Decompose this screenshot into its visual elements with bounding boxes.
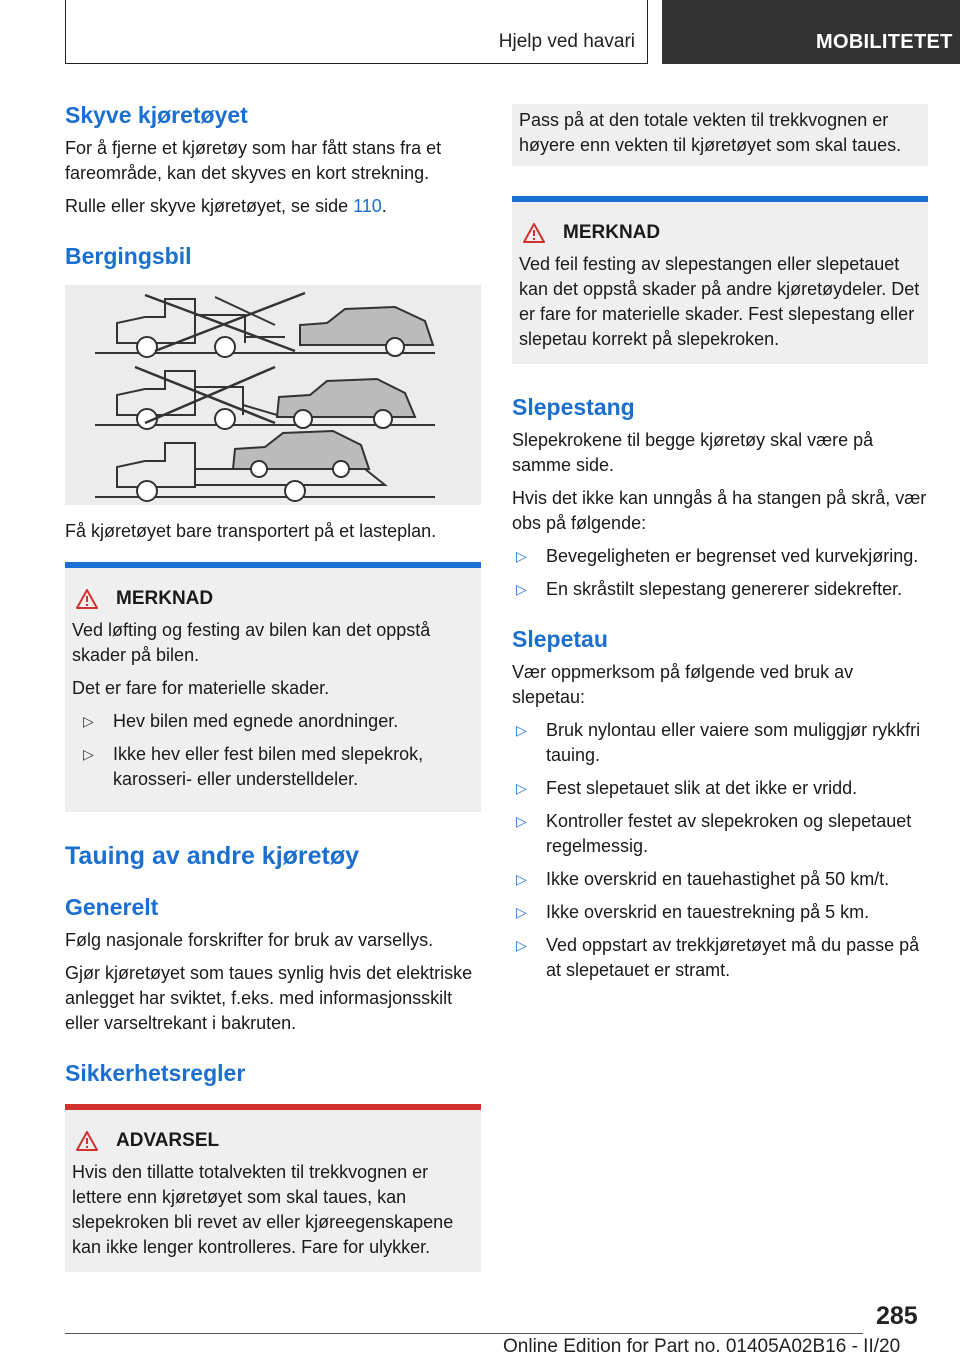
truck-body-1 [117,299,195,343]
warning-triangle-icon [76,589,98,609]
truck-body-3 [117,443,195,487]
list-item [72,709,474,734]
heading-tow-rope: Slepetau [512,626,608,652]
bullet-triangle-icon: ▷ [516,581,527,597]
list-item-text: Ikke overskrid en tauehastighet på 50 km/t. [546,869,890,889]
paragraph-push-2-text: Rulle eller skyve kjøretøyet, se side [65,196,354,216]
list-item [512,809,928,859]
notice-title: MERKNAD [116,588,214,609]
list-item [512,776,928,801]
header-section-title: Hjelp ved havari [498,31,635,52]
car-body-1 [300,307,433,345]
paragraph-towbar-1: Slepekrokene til begge kjøretøy skal være på samme side. [512,430,874,475]
list-item-text: Bevegeligheten er begrenset ved kurvekjøring. [546,546,919,566]
warning-title: ADVARSEL [116,1130,220,1151]
heading-tow-truck: Bergingsbil [65,243,192,269]
list-item-text: Kontroller festet av slepekroken og slepetauet regelmessig. [546,811,912,856]
heading-towbar: Slepestang [512,394,635,420]
paragraph-towbar-2: Hvis det ikke kan unngås å ha stangen på skrå, vær obs på følgende: [512,488,927,533]
paragraph-push-2 [65,194,481,219]
footer-divider [65,1333,863,1334]
paragraph-general-1: Følg nasjonale forskrifter for bruk av varsellys. [65,930,434,950]
tow-truck-illustration [65,285,481,505]
list-item-text: Ved oppstart av trekkjøretøyet må du passe på at slepetauet er stramt. [546,935,920,980]
warning-paragraph: Hvis den tillatte totalvekten til trekkvognen er lettere enn kjøretøyet som skal taues, kan slepekroken bli revet av eller kjøreegenskapene kan ikke lenger kontrolleres. Fare for ulykker. [72,1162,454,1257]
paragraph-rope-1: Vær oppmerksom på følgende ved bruk av slepetau: [512,662,854,707]
heading-safety-rules: Sikkerhetsregler [65,1060,246,1086]
warning-box-towing [65,1104,481,1272]
list-item [512,544,928,569]
list-item [512,900,928,925]
left-column [65,100,481,1300]
list-item-text: Bruk nylontau eller vaiere som muliggjør rykkfri tauing. [546,720,921,765]
notice-box-lifting [65,562,481,812]
notice-box-towbar [512,196,928,364]
heading-push-vehicle: Skyve kjøretøyet [65,102,248,128]
list-item [512,577,928,602]
list-item [512,933,928,983]
notice-paragraph-2: Det er fare for materielle skader. [72,678,330,698]
truck-body-2 [117,371,195,415]
notice-title-row [519,220,921,246]
rope-bullet-list [512,718,928,983]
list-item-text: Fest slepetauet slik at det ikke er vridd. [546,778,858,798]
paragraph-push-1: For å fjerne et kjøretøy som har fått stans fra et fareområde, kan det skyves en kort strekning. [65,138,442,183]
tow-methods-figure [65,285,481,505]
footer-edition-text: Online Edition for Part no. 01405A02B16 - II/20 [503,1336,901,1357]
bullet-triangle-icon: ▷ [83,746,94,762]
heading-general: Generelt [65,894,159,920]
bullet-triangle-icon: ▷ [516,780,527,796]
warning-triangle-icon [523,223,545,243]
bullet-triangle-icon: ▷ [516,904,527,920]
notice-paragraph-1: Ved løfting og festing av bilen kan det oppstå skader på bilen. [72,620,431,665]
list-item-text: Ikke hev eller fest bilen med slepekrok, karosseri- eller understelldeler. [113,744,424,789]
list-item-text: En skråstilt slepestang genererer sidekrefter. [546,579,903,599]
warning-triangle-icon [76,1131,98,1151]
continued-warning-box [512,104,928,166]
heading-towing-other-vehicles: Tauing av andre kjøretøy [65,842,360,870]
paragraph-general-2: Gjør kjøretøyet som taues synlig hvis det elektriske anlegget har sviktet, f.eks. med informasjonsskilt eller varseltrekant i bakruten. [65,963,473,1033]
page-reference-link[interactable]: 110 [353,196,382,216]
bullet-triangle-icon: ▷ [83,713,94,729]
towbar-bullet-list [512,544,928,602]
paragraph-push-2-end: . [381,196,387,216]
warning-title-row [72,1128,474,1154]
list-item-text: Hev bilen med egnede anordninger. [113,711,399,731]
bullet-triangle-icon: ▷ [516,722,527,738]
list-item [512,867,928,892]
bullet-triangle-icon: ▷ [516,813,527,829]
notice-title-row [72,586,474,612]
bullet-triangle-icon: ▷ [516,871,527,887]
figure-caption: Få kjøretøyet bare transportert på et lasteplan. [65,521,437,541]
continued-warning-text: Pass på at den totale vekten til trekkvognen er høyere enn vekten til kjøretøyet som skal taues. [519,110,902,155]
bullet-triangle-icon: ▷ [516,548,527,564]
list-item [72,742,474,792]
list-item-text: Ikke overskrid en tauestrekning på 5 km. [546,902,870,922]
bullet-triangle-icon: ▷ [516,937,527,953]
notice-title: MERKNAD [563,222,661,243]
page-number: 285 [876,1302,918,1330]
header-section-box [65,0,648,64]
notice-paragraph: Ved feil festing av slepestangen eller slepetauet kan det oppstå skader på andre kjøretøydeler. Det er fare for materielle skader. Fest slepestang eller slepetau korrekt på slepekroken. [519,254,920,349]
header-chapter-tab: MOBILITETET [662,0,960,64]
right-column [512,102,928,991]
notice-bullet-list [72,709,474,792]
list-item [512,718,928,768]
